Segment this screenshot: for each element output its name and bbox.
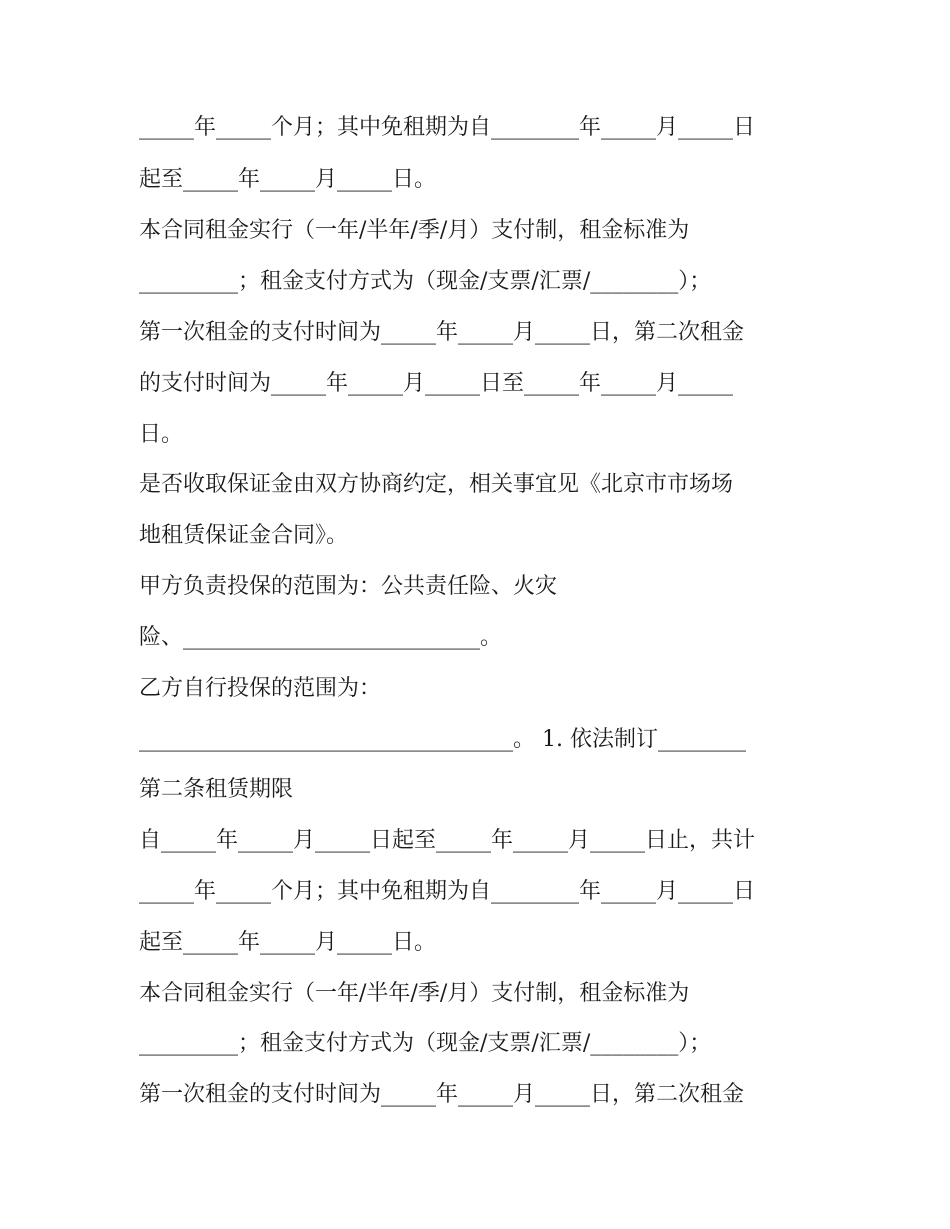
text-line: 是否收取保证金由双方协商约定，相关事宜见《北京市市场场	[139, 472, 734, 497]
text-line: 自_____年_____月_____日起至_____年_____月_____日止，共计	[139, 828, 756, 853]
text-line: 第一次租金的支付时间为_____年_____月_____日，第二次租金	[139, 320, 745, 345]
section-heading: 第二条租赁期限	[139, 777, 294, 802]
text-line: _____年_____个月；其中免租期为自________年_____月_____日	[139, 879, 756, 904]
text-line: 的支付时间为_____年_____月_____日至_____年_____月_____	[139, 371, 734, 396]
text-line: 日。	[139, 422, 184, 447]
text-line: 本合同租金实行（一年/半年/季/月）支付制，租金标准为	[139, 981, 690, 1006]
text-line: 起至_____年_____月_____日。	[139, 930, 437, 955]
text-line: 起至_____年_____月_____日。	[139, 167, 437, 192]
text-line: 地租赁保证金合同》。	[139, 523, 349, 548]
text-line: _________；租金支付方式为（现金/支票/汇票/________）；	[139, 269, 712, 294]
text-line: __________________________________。 1. 依法制订________	[139, 727, 746, 752]
text-line: 本合同租金实行（一年/半年/季/月）支付制，租金标准为	[139, 218, 690, 243]
text-line: _____年_____个月；其中免租期为自________年_____月_____日	[139, 115, 756, 140]
text-line: 第一次租金的支付时间为_____年_____月_____日，第二次租金	[139, 1082, 745, 1107]
text-line: _________；租金支付方式为（现金/支票/汇票/________）；	[139, 1031, 712, 1056]
text-line: 乙方自行投保的范围为：	[139, 676, 382, 701]
text-line: 险、___________________________。	[139, 625, 503, 650]
text-line: 甲方负责投保的范围为：公共责任险、火灾	[139, 574, 558, 599]
